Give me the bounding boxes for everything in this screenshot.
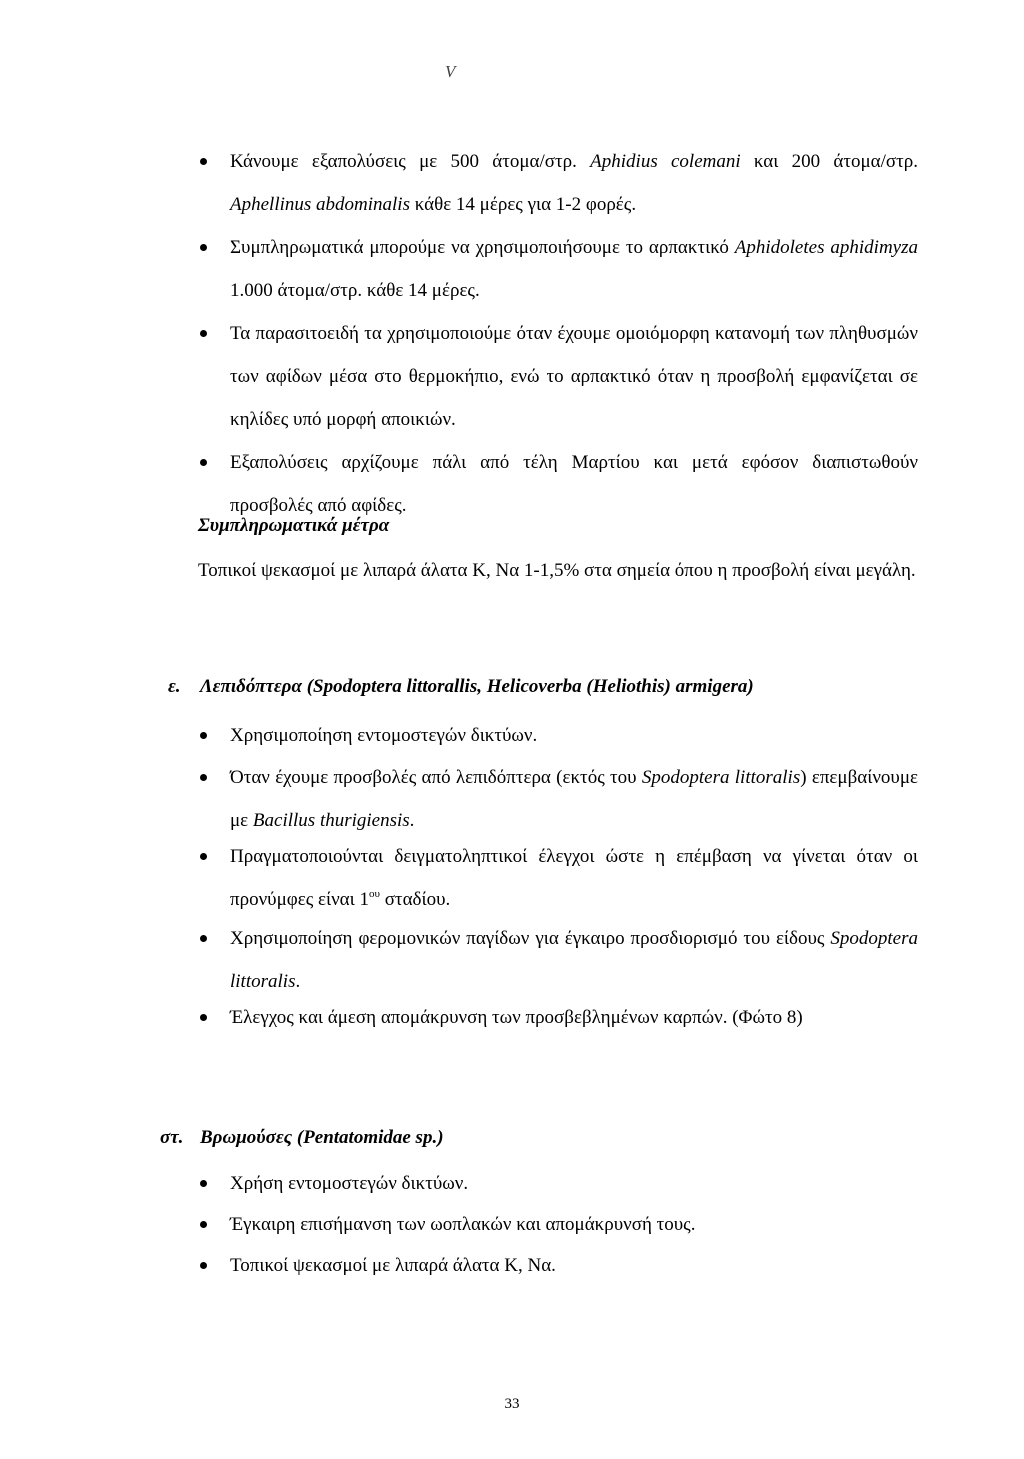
- section-st-letter: στ.: [160, 1127, 184, 1148]
- bullet-item-2: [198, 226, 918, 312]
- italic-term: Spodoptera littoralis: [230, 928, 918, 992]
- text-run: Χρησιμοποίηση εντομοστεγών δικτύων.: [230, 725, 538, 746]
- text-run: Πραγματοποιούνται δειγματοληπτικοί έλεγχοι ώστε η επέμβαση να γίνεται όταν οι προνύμφες είναι 1: [230, 846, 918, 910]
- page-mark: V: [445, 62, 456, 81]
- text-run: .: [295, 971, 301, 992]
- text-run: Τα παρασιτοειδή τα χρησιμοποιούμε όταν έχουμε ομοιόμορφη κατανομή των πληθυσμών των αφίδων μέσα στο θερμοκήπιο, ενώ το αρπακτικό όταν η προσβολή εμφανίζεται σε κηλίδες υπό μορφή αποικιών.: [230, 323, 918, 430]
- text-run: Χρήση εντομοστεγών δικτύων.: [230, 1173, 469, 1194]
- text-run: και 200 άτομα/στρ.: [740, 151, 919, 172]
- bullet-item-1: [198, 140, 918, 226]
- text-run: κάθε 14 μέρες για 1-2 φορές.: [409, 194, 637, 215]
- bullet-item-3: [198, 312, 918, 441]
- text-run: Κάνουμε εξαπολύσεις με 500 άτομα/στρ.: [230, 151, 591, 172]
- text-run: Έγκαιρη επισήμανση των ωοπλακών και απομάκρυνσή τους.: [230, 1214, 696, 1235]
- text-run: 1.000 άτομα/στρ. κάθε 14 μέρες.: [230, 280, 480, 301]
- text-run: Όταν έχουμε προσβολές από λεπιδόπτερα (εκτός του: [230, 767, 642, 788]
- page-number: 33: [504, 1396, 520, 1412]
- italic-term: Bacillus thurigiensis: [252, 810, 410, 831]
- text-run: Εξαπολύσεις αρχίζουμε πάλι από τέλη Μαρτίου και μετά εφόσον διαπιστωθούν προσβολές από αφίδες.: [230, 452, 918, 516]
- text-run: Έλεγχος και άμεση απομάκρυνση των προσβεβλημένων καρπών. (Φώτο 8): [230, 1007, 803, 1028]
- section-st-bullet-2: [198, 1203, 918, 1246]
- supplementary-text: Τοπικοί ψεκασμοί με λιπαρά άλατα Κ, Να 1-1,5% στα σημεία όπου η προσβολή είναι μεγάλη.: [198, 560, 916, 581]
- text-run: Χρησιμοποίηση φερομονικών παγίδων για έγκαιρο προσδιορισμό του είδους: [230, 928, 831, 949]
- text-run: Συμπληρωματικά μπορούμε να χρησιμοποιήσουμε το αρπακτικό: [230, 237, 735, 258]
- text-run: σταδίου.: [379, 889, 451, 910]
- italic-term: Aphidius colemani: [590, 151, 741, 172]
- section-e-bullet-3: [198, 835, 918, 921]
- section-st-bullet-3: [198, 1244, 918, 1287]
- italic-term: Aphidoletes aphidimyza: [734, 237, 918, 258]
- section-st-title: Βρωμούσες (Pentatomidae sp.): [200, 1127, 444, 1148]
- section-e-bullet-4: [198, 917, 918, 1003]
- italic-term: Spodoptera littoralis: [641, 767, 801, 788]
- text-run: .: [409, 810, 415, 831]
- supplementary-heading: Συμπληρωματικά μέτρα: [198, 515, 390, 536]
- section-e-bullet-2: [198, 756, 918, 842]
- section-e-bullet-1: [198, 714, 918, 757]
- italic-term: Aphellinus abdominalis: [230, 194, 410, 215]
- text-run: Τοπικοί ψεκασμοί με λιπαρά άλατα Κ, Να.: [230, 1255, 556, 1276]
- section-e-title: Λεπιδόπτερα (Spodoptera littorallis, Helicoverba (Heliothis) armigera): [200, 676, 754, 697]
- section-e-letter: ε.: [168, 676, 181, 697]
- section-e-bullet-5: [198, 996, 918, 1039]
- section-st-bullet-1: [198, 1162, 918, 1205]
- text-run: ) επεμβαίνουμε με: [230, 767, 918, 831]
- ordinal-suffix: ου: [368, 888, 380, 900]
